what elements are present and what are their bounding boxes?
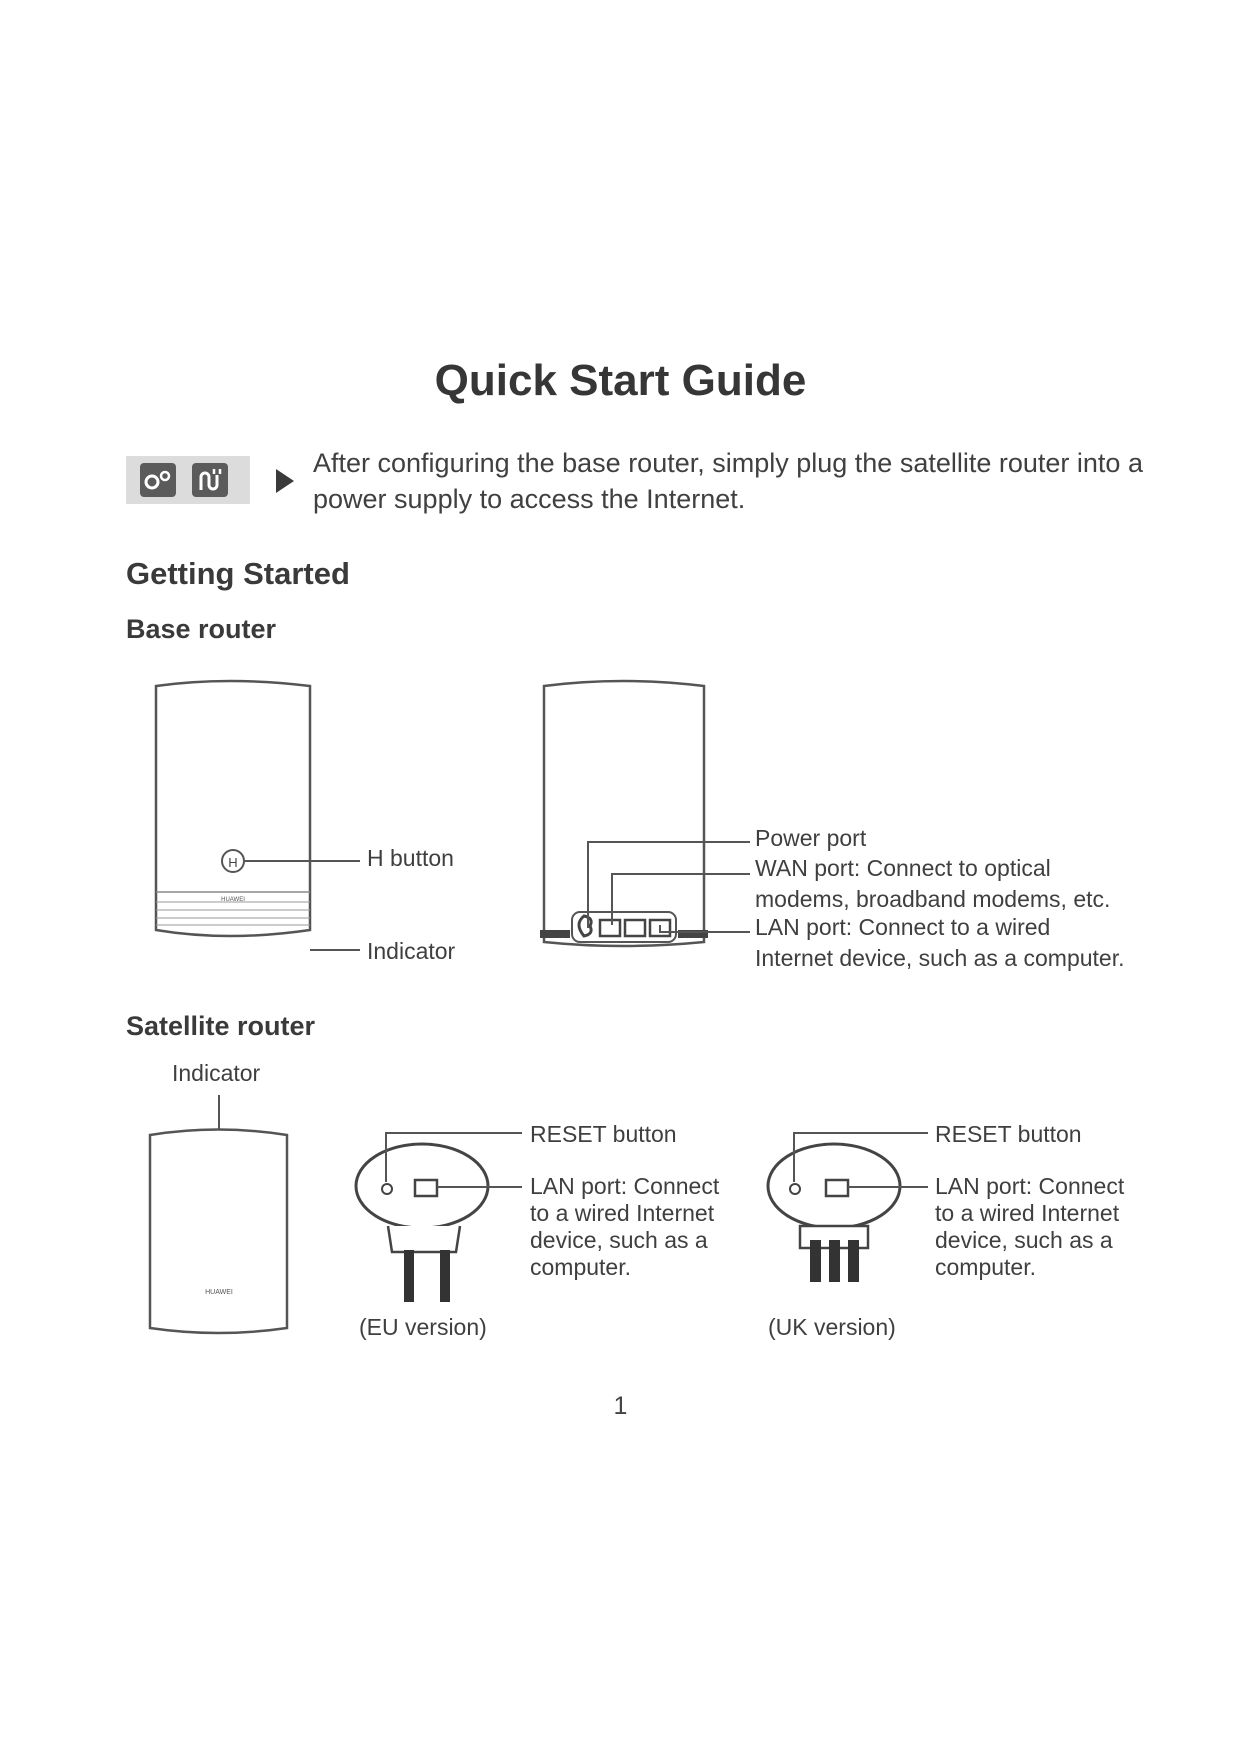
brand-label: HUAWEI: [221, 897, 245, 903]
lan-port-label-line2: Internet device, such as a computer.: [755, 945, 1125, 971]
uk-lan-label-line3: device, such as a: [935, 1227, 1113, 1253]
satellite-router-heading: Satellite router: [126, 1011, 316, 1041]
page-number: 1: [613, 1392, 628, 1420]
eu-reset-label: RESET button: [530, 1121, 677, 1147]
uk-lan-port-icon: [826, 1180, 848, 1196]
uk-lan-label-line2: to a wired Internet: [935, 1200, 1120, 1226]
eu-lan-label-line1: LAN port: Connect: [530, 1173, 720, 1199]
satellite-indicator-label: Indicator: [172, 1060, 261, 1086]
base-router-heading: Base router: [126, 614, 277, 644]
uk-version-caption: (UK version): [768, 1314, 896, 1340]
uk-reset-label: RESET button: [935, 1121, 1082, 1147]
uk-reset-button-icon: [790, 1184, 800, 1194]
section-title: Getting Started: [126, 556, 350, 591]
indicator-label: Indicator: [367, 938, 456, 964]
uk-lan-label-line4: computer.: [935, 1254, 1036, 1280]
h-button-mark: H: [228, 855, 238, 870]
eu-version-caption: (EU version): [359, 1314, 487, 1340]
page-title: Quick Start Guide: [434, 356, 807, 405]
power-port-label: Power port: [755, 825, 867, 851]
eu-lan-label-line4: computer.: [530, 1254, 631, 1280]
eu-lan-label-line3: device, such as a: [530, 1227, 708, 1253]
wan-port-label-line1: WAN port: Connect to optical: [755, 855, 1051, 881]
h-button-label: H button: [367, 845, 454, 871]
wan-port-label-line2: modems, broadband modems, etc.: [755, 886, 1111, 912]
uk-lan-label-line1: LAN port: Connect: [935, 1173, 1125, 1199]
satellite-brand-label: HUAWEI: [205, 1289, 233, 1296]
lan-port-label-line1: LAN port: Connect to a wired: [755, 914, 1051, 940]
intro-text: After configuring the base router, simply plug the satellite router into a power supply to access the Internet.: [313, 448, 1143, 514]
eu-lan-label-line2: to a wired Internet: [530, 1200, 715, 1226]
